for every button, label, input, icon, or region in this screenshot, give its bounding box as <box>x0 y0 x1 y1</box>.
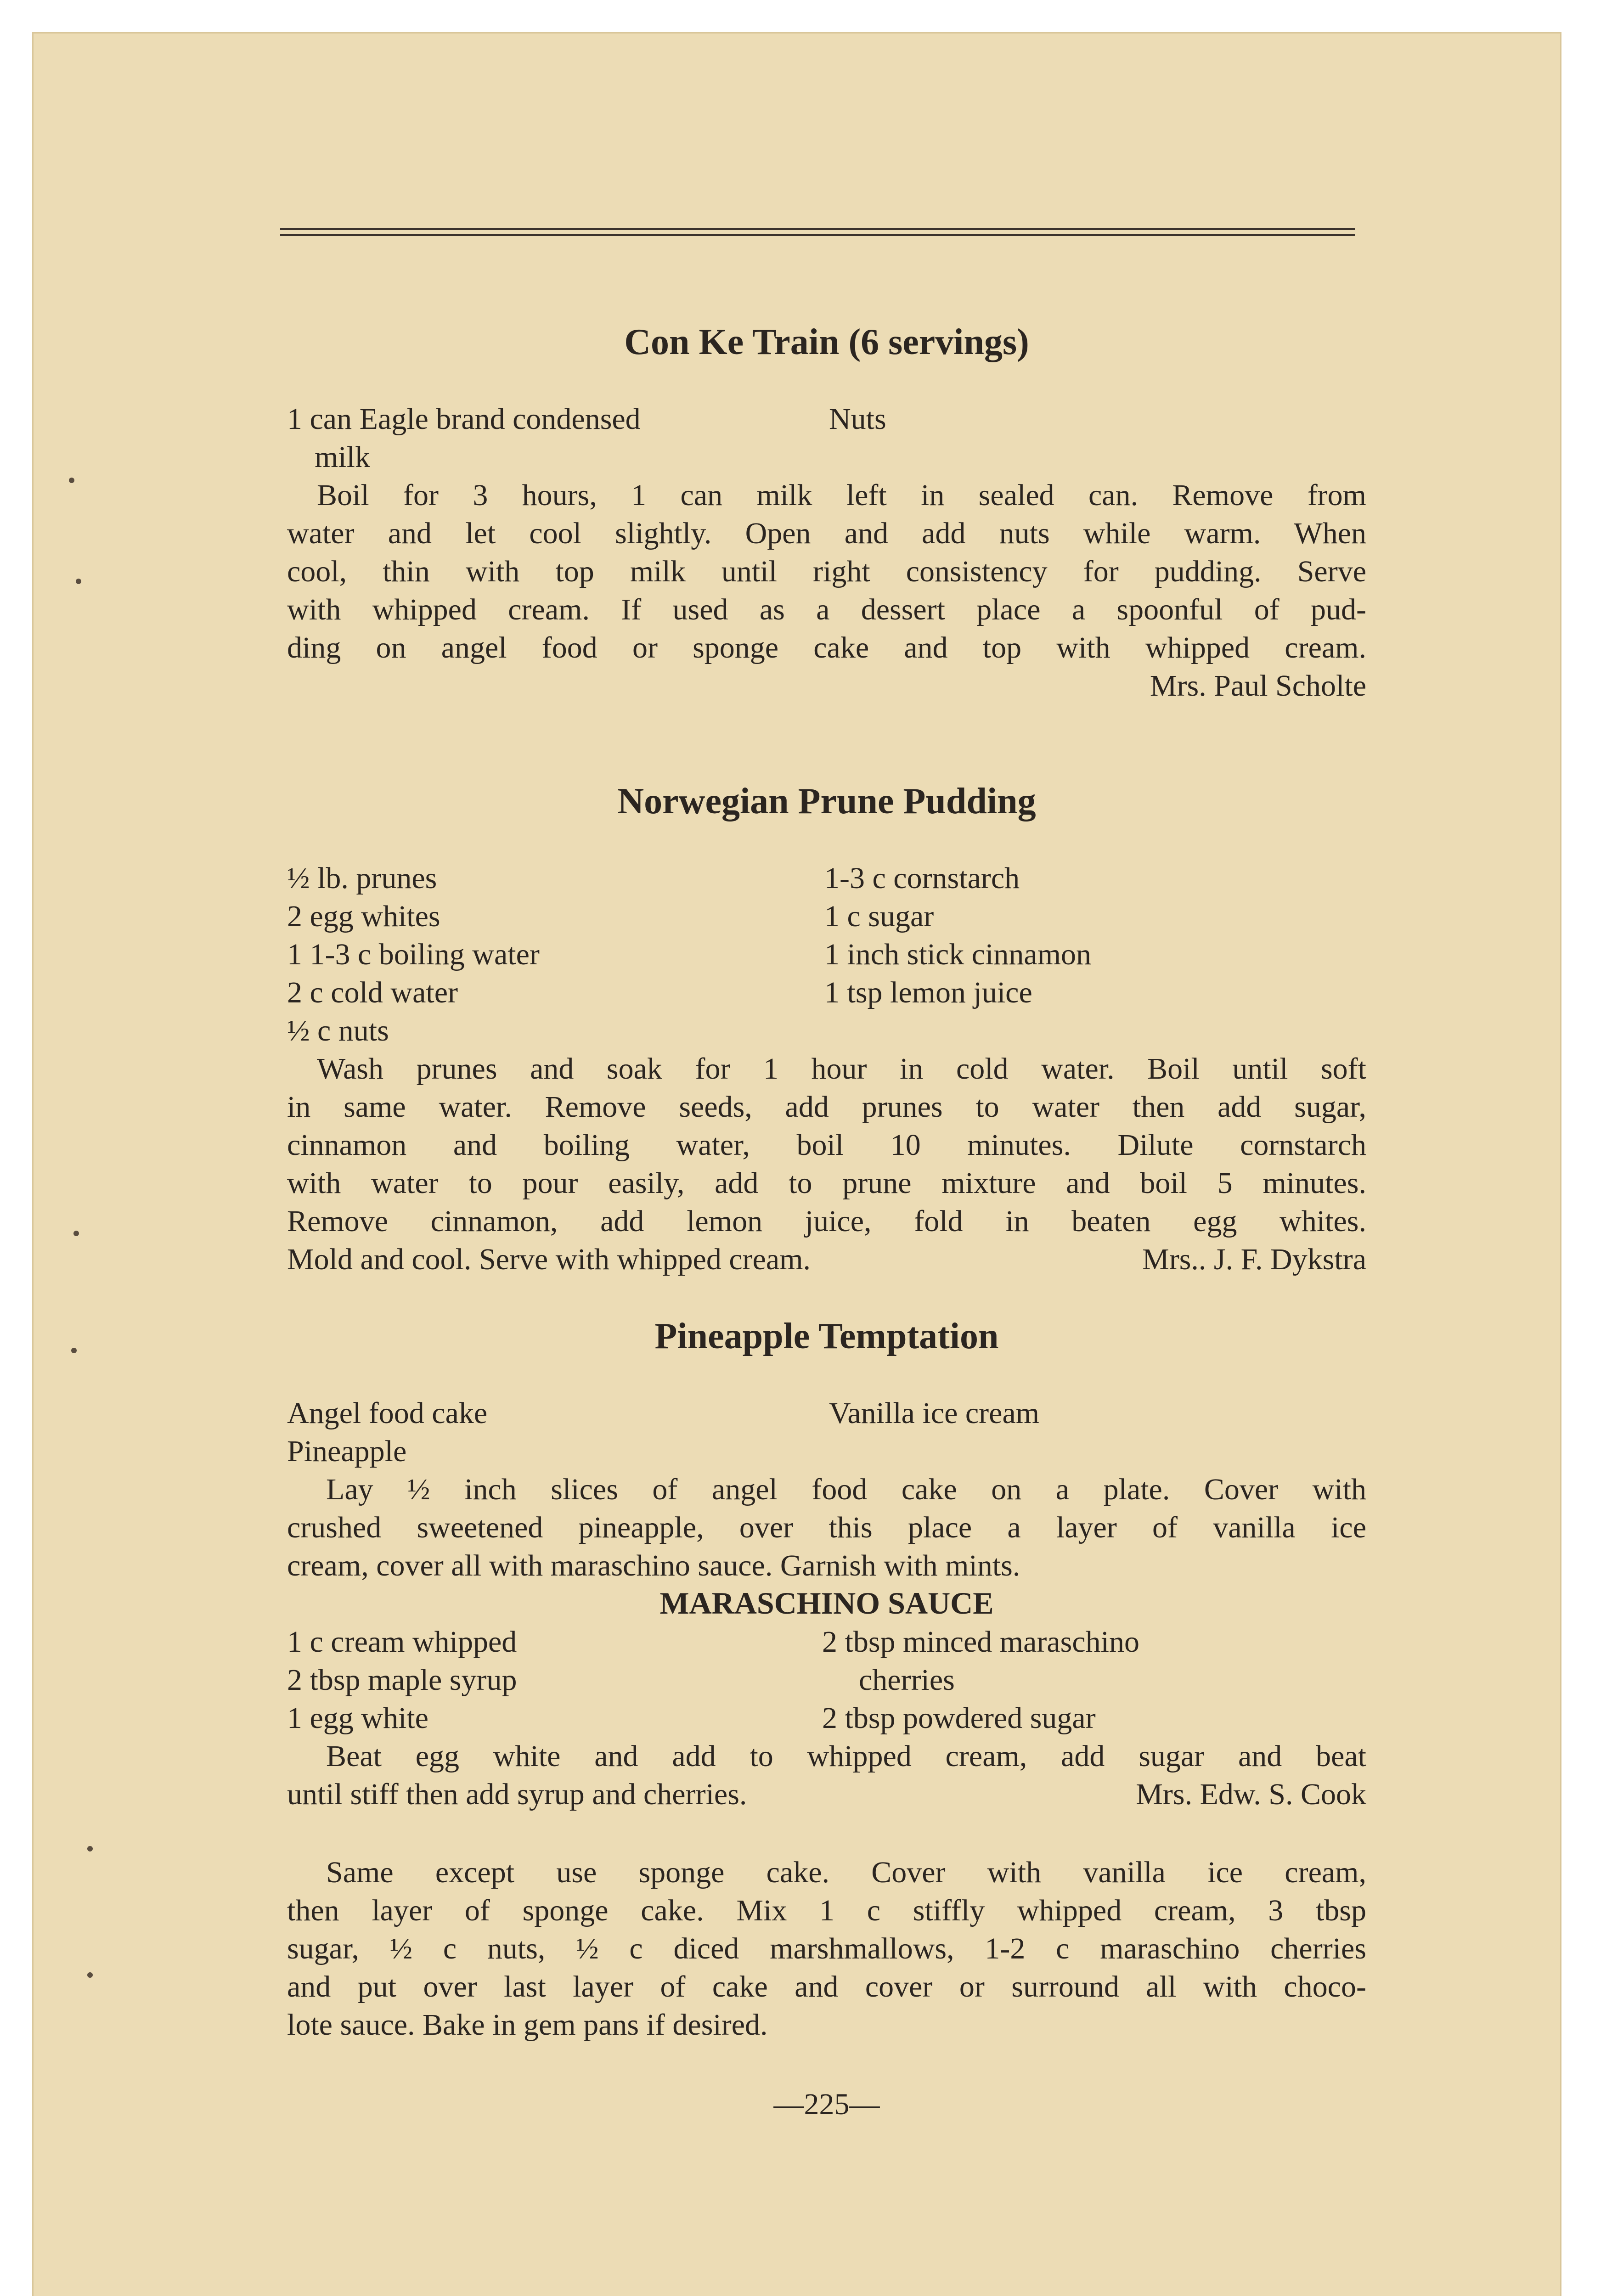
method-line: cool, thin with top milk until right consistency for pudding. Serve <box>287 555 1366 588</box>
ingredient: Angel food cake <box>287 1396 488 1430</box>
header-rule <box>280 228 1355 236</box>
ingredient-line <box>287 402 1366 437</box>
ingredient-line <box>287 1396 1366 1431</box>
method-line: water and let cool slightly. Open and add nuts while warm. When <box>287 517 1366 550</box>
edge-mark <box>69 478 74 483</box>
method-text: until stiff then add syrup and cherries. <box>287 1778 747 1811</box>
method-line: ding on angel food or sponge cake and top with whipped cream. <box>287 631 1366 664</box>
recipe-title: Pineapple Temptation <box>654 1316 999 1356</box>
variation-line: sugar, ½ c nuts, ½ c diced marshmallows, 1-2 c maraschino cherries <box>287 1932 1366 1965</box>
edge-mark <box>71 1348 77 1353</box>
method-line: Beat egg white and add to whipped cream, add sugar and beat <box>326 1739 1366 1773</box>
ingredient-line <box>287 1663 1366 1698</box>
method-line <box>287 1777 1366 1812</box>
sauce-title: MARASCHINO SAUCE <box>659 1586 994 1621</box>
ingredient: cherries <box>859 1663 955 1697</box>
ingredient: 1 c sugar <box>824 900 934 933</box>
variation-line: lote sauce. Bake in gem pans if desired. <box>287 2008 768 2042</box>
edge-mark <box>87 1972 93 1978</box>
method-line: Remove cinnamon, add lemon juice, fold in beaten egg whites. <box>287 1204 1366 1238</box>
ingredient-line <box>287 899 1366 934</box>
ingredient: Nuts <box>829 402 886 436</box>
method-line: Lay ½ inch slices of angel food cake on a plate. Cover with <box>326 1473 1366 1506</box>
ingredient: 2 c cold water <box>287 976 458 1009</box>
ingredient: 1 c cream whipped <box>287 1625 517 1659</box>
ingredient: Vanilla ice cream <box>829 1396 1040 1430</box>
method-line: with water to pour easily, add to prune mixture and boil 5 minutes. <box>287 1166 1366 1200</box>
ingredient: 2 egg whites <box>287 900 440 933</box>
method-text: Mold and cool. Serve with whipped cream. <box>287 1243 811 1276</box>
ingredient: 1-3 c cornstarch <box>824 861 1020 895</box>
method-line: cinnamon and boiling water, boil 10 minutes. Dilute cornstarch <box>287 1128 1366 1162</box>
ingredient: 2 tbsp minced maraschino <box>822 1625 1140 1659</box>
recipe-title: Con Ke Train (6 servings) <box>624 322 1029 362</box>
recipe-author: Mrs. Paul Scholte <box>1150 669 1366 703</box>
ingredient: 1 can Eagle brand condensed <box>287 402 641 436</box>
ingredient-line: ½ c nuts <box>287 1014 389 1047</box>
variation-line: then layer of sponge cake. Mix 1 c stiffly whipped cream, 3 tbsp <box>287 1894 1366 1927</box>
ingredient: 2 tbsp powdered sugar <box>822 1701 1096 1735</box>
method-line: in same water. Remove seeds, add prunes to water then add sugar, <box>287 1090 1366 1124</box>
ingredient-line: milk <box>315 440 371 474</box>
variation-line: and put over last layer of cake and cover or surround all with choco- <box>287 1970 1366 2003</box>
recipe-title: Norwegian Prune Pudding <box>617 781 1036 822</box>
method-line: Boil for 3 hours, 1 can milk left in sealed can. Remove from <box>317 478 1366 512</box>
method-line: with whipped cream. If used as a dessert place a spoonful of pud- <box>287 593 1366 626</box>
ingredient: 1 tsp lemon juice <box>824 976 1032 1009</box>
method-line: crushed sweetened pineapple, over this place a layer of vanilla ice <box>287 1511 1366 1544</box>
ingredient-line <box>287 1625 1366 1660</box>
ingredient: 1 egg white <box>287 1701 428 1735</box>
recipe-author: Mrs.. J. F. Dykstra <box>1142 1243 1366 1276</box>
edge-mark <box>76 579 81 584</box>
ingredient: 1 inch stick cinnamon <box>824 938 1092 971</box>
ingredient-line <box>287 937 1366 972</box>
ingredient-line: Pineapple <box>287 1435 407 1468</box>
variation-line: Same except use sponge cake. Cover with vanilla ice cream, <box>326 1856 1366 1889</box>
method-line: cream, cover all with maraschino sauce. Garnish with mints. <box>287 1549 1020 1582</box>
ingredient-line <box>287 975 1366 1010</box>
edge-mark <box>87 1846 93 1851</box>
ingredient: 1 1-3 c boiling water <box>287 938 540 971</box>
ingredient: ½ lb. prunes <box>287 861 437 895</box>
ingredient-line <box>287 861 1366 896</box>
ingredient-line <box>287 1701 1366 1736</box>
method-line <box>287 1242 1366 1277</box>
recipe-author: Mrs. Edw. S. Cook <box>1136 1778 1366 1811</box>
method-line: Wash prunes and soak for 1 hour in cold water. Boil until soft <box>317 1052 1366 1086</box>
ingredient: 2 tbsp maple syrup <box>287 1663 517 1697</box>
page-number: —225— <box>773 2088 880 2121</box>
edge-mark <box>73 1231 79 1236</box>
